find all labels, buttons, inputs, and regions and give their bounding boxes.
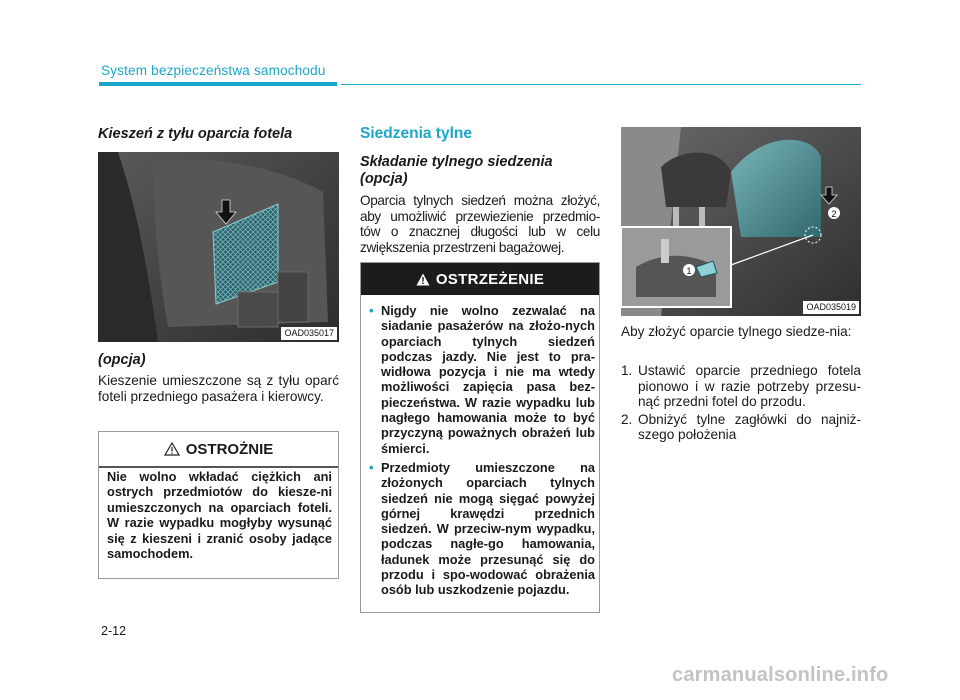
rear-seats-paragraph: Oparcia tylnych siedzeń można złożyć, aby umożliwić przewiezienie przedmio-tów o znacznej długości lub w celu zwiększenia przestrzeni bagażowej. [360, 193, 600, 255]
header-rule [341, 84, 861, 85]
caution-box [98, 431, 339, 579]
caution-text: Nie wolno wkładać ciężkich ani ostrych przedmiotów do kiesze-ni umieszczonych na oparciach foteli. W razie wypadku mogłyby wysunąć się z kieszeni i zranić osoby jadące samochodem. [107, 469, 332, 562]
image-code-label: OAD035019 [803, 301, 859, 314]
warning-list [369, 303, 595, 602]
callout-2: 2 [831, 209, 837, 219]
warning-box [360, 262, 600, 613]
seatback-pocket-paragraph: Kieszenie umieszczone są z tyłu oparć foteli przedniego pasażera i kierowcy. [98, 373, 339, 404]
rear-seats-heading: Siedzenia tylne [360, 125, 472, 142]
caution-divider [99, 466, 338, 468]
warning-item [369, 460, 595, 598]
caution-triangle-icon [164, 442, 180, 456]
warning-header [361, 263, 599, 295]
watermark-text: carmanualsonline.info [672, 664, 889, 686]
image-code-label: OAD035017 [281, 327, 337, 340]
seatback-pocket-photo [98, 152, 339, 342]
section-title: System bezpieczeństwa samochodu [101, 63, 326, 78]
fold-steps-list [621, 363, 861, 445]
bullet-icon: • [369, 303, 374, 318]
warning-title: OSTRZEŻENIE [435, 270, 545, 288]
warning-item-text: Nigdy nie wolno zezwalać na siadanie pasażerów na złożo-nych oparciach tylnych siedzeń podczas jazdy. Nie jest to pra-widłowa pozycja i nie ma wtedy możliwości zapięcia pasa bez-pieczeństwa. W razie wypadku lub nagłego hamowania może to być przyczyną poważnych obrażeń lub śmierci. [381, 303, 595, 456]
fold-step [621, 363, 861, 410]
header-accent-bar [99, 82, 337, 86]
warning-item [369, 303, 595, 456]
bullet-icon: • [369, 459, 374, 475]
warning-triangle-icon [416, 273, 430, 286]
seatback-pocket-heading: Kieszeń z tyłu oparcia fotela [98, 126, 293, 142]
caution-header [99, 432, 338, 466]
callout-1: 1 [686, 266, 692, 276]
step-text: Ustawić oparcie przedniego fotela pionowo i w razie potrzeby przesu-nąć przedni fotel do przodu. [638, 363, 861, 409]
step-number: 1. [621, 363, 633, 378]
step-number: 2. [621, 411, 633, 427]
rear-seat-folding-photo [621, 127, 861, 316]
option-label: (opcja) [98, 352, 146, 368]
warning-item-text: Przedmioty umieszczone na złożonych oparciach tylnych siedzeń nie mogą sięgać powyżej górnej krawędzi przednich siedzeń. W przeciw-nym wypadku, podczas nagłe-go hamowania, ładunek może przesunąć się do przodu i spo-wodować obrażenia osób lub uszkodzenie pojazdu. [381, 459, 595, 598]
step-text: Obniżyć tylne zagłówki do najniż-szego położenia [638, 411, 861, 442]
caution-title: OSTROŻNIE [185, 440, 274, 458]
rear-seat-folding-illustration [621, 127, 861, 316]
subheading-line-2: (opcja) [360, 171, 408, 187]
fold-intro-text: Aby złożyć oparcie tylnego siedze-nia: [621, 324, 852, 339]
fold-step [621, 412, 861, 443]
folding-rear-seat-subheading [360, 154, 553, 188]
page-number: 2-12 [101, 624, 127, 638]
seatback-pocket-illustration [98, 152, 339, 342]
subheading-line-1: Składanie tylnego siedzenia [360, 154, 553, 170]
